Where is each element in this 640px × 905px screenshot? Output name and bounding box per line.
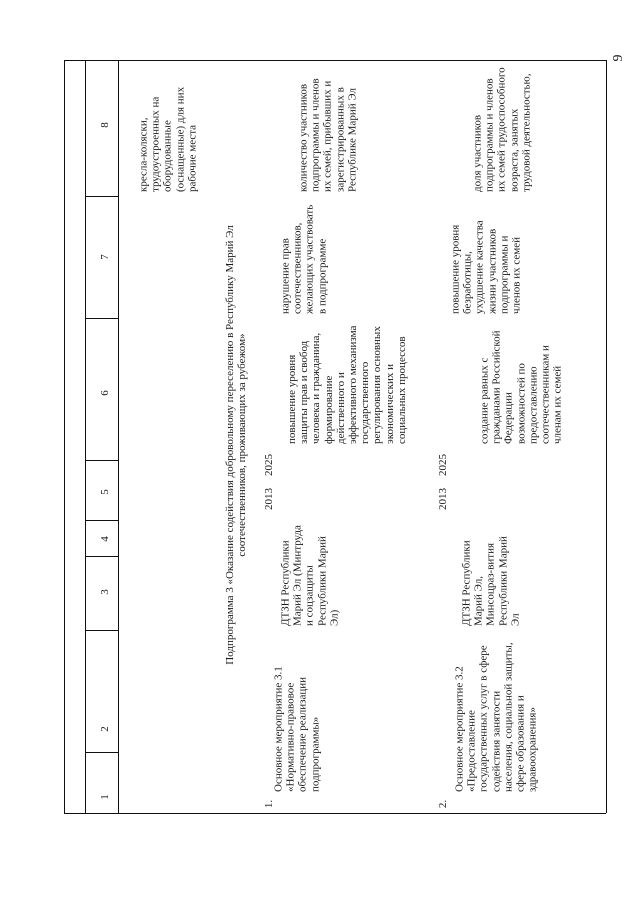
- indicator: доля участников подпрограммы и членов их семей трудоспособного возраста, занятых трудовой деятельностью,: [471, 67, 533, 192]
- end-year: 2025: [262, 454, 275, 476]
- column-number: 8: [98, 122, 111, 128]
- indicator: количество участников подпрограммы и членов их семей, прибывших и зарегистрированных в Республике Марий Эл: [297, 78, 359, 192]
- end-year: 2025: [436, 454, 449, 476]
- column-divider: [85, 60, 86, 813]
- column-number: 7: [98, 254, 111, 260]
- consequences: повышение уровня безработицы, ухудшение качества жизни участников подпрограммы и членов их семей: [449, 220, 523, 314]
- column-number: 4: [98, 536, 111, 542]
- col-sep: [85, 752, 118, 753]
- col-sep: [85, 520, 118, 521]
- consequences: нарушение прав соотечественников, желающих участвовать в подпрограмме: [279, 204, 329, 314]
- column-number: 6: [98, 390, 111, 396]
- column-number: 1: [98, 794, 111, 800]
- carryover-cell: кресла-коляски, трудоустроенных на оборудованные (оснащенные) для них рабочие места: [137, 86, 199, 192]
- start-year: 2013: [436, 488, 449, 510]
- col-sep: [85, 630, 118, 631]
- col-sep: [85, 196, 118, 197]
- table-border-top: [64, 60, 65, 813]
- table-border-right: [64, 60, 606, 61]
- table-border-bottom: [606, 60, 607, 813]
- table-border-left: [64, 813, 606, 814]
- col-sep: [85, 460, 118, 461]
- row-number: 1.: [262, 799, 275, 809]
- col-sep: [85, 318, 118, 319]
- column-number: 5: [98, 489, 111, 495]
- executor: ДТЗН Республики Марий Эл (Минтруда и соцзащиты Республики Марий Эл): [279, 525, 341, 626]
- executor: ДТЗН Республики Марий Эл, Минсоцраз-вития Республики Марий Эл: [460, 536, 522, 626]
- col-sep: [85, 556, 118, 557]
- column-number: 2: [98, 726, 111, 732]
- row-number: 2.: [436, 799, 449, 809]
- start-year: 2013: [262, 488, 275, 510]
- expected-result: повышение уровня защиты прав и свобод человека и гражданина, формирование действенного и эффективного механизма государственного регулирования основных экономических и социальных процессов: [285, 325, 408, 444]
- page-number: 9: [611, 54, 626, 62]
- activity-name: Основное мероприятие 3.2 «Предоставление государственных услуг в сфере содействия занятости населения, социальной защиты, сфере образования и здравоохранения»: [453, 642, 539, 792]
- subprogram-title: Подпрограмма 3 «Оказание содействия добровольному переселению в Республику Марий Эл соотечественников, проживающих за рубежом»: [223, 225, 248, 665]
- expected-result: создание равных с гражданами Российской Федерации возможностей по предоставлению соотечественникам и членам их семей: [478, 330, 564, 444]
- header-divider: [118, 60, 119, 813]
- column-number: 3: [98, 589, 111, 595]
- activity-name: Основное мероприятие 3.1 «Нормативно-правовое обеспечение реализации подпрограммы»: [272, 666, 322, 792]
